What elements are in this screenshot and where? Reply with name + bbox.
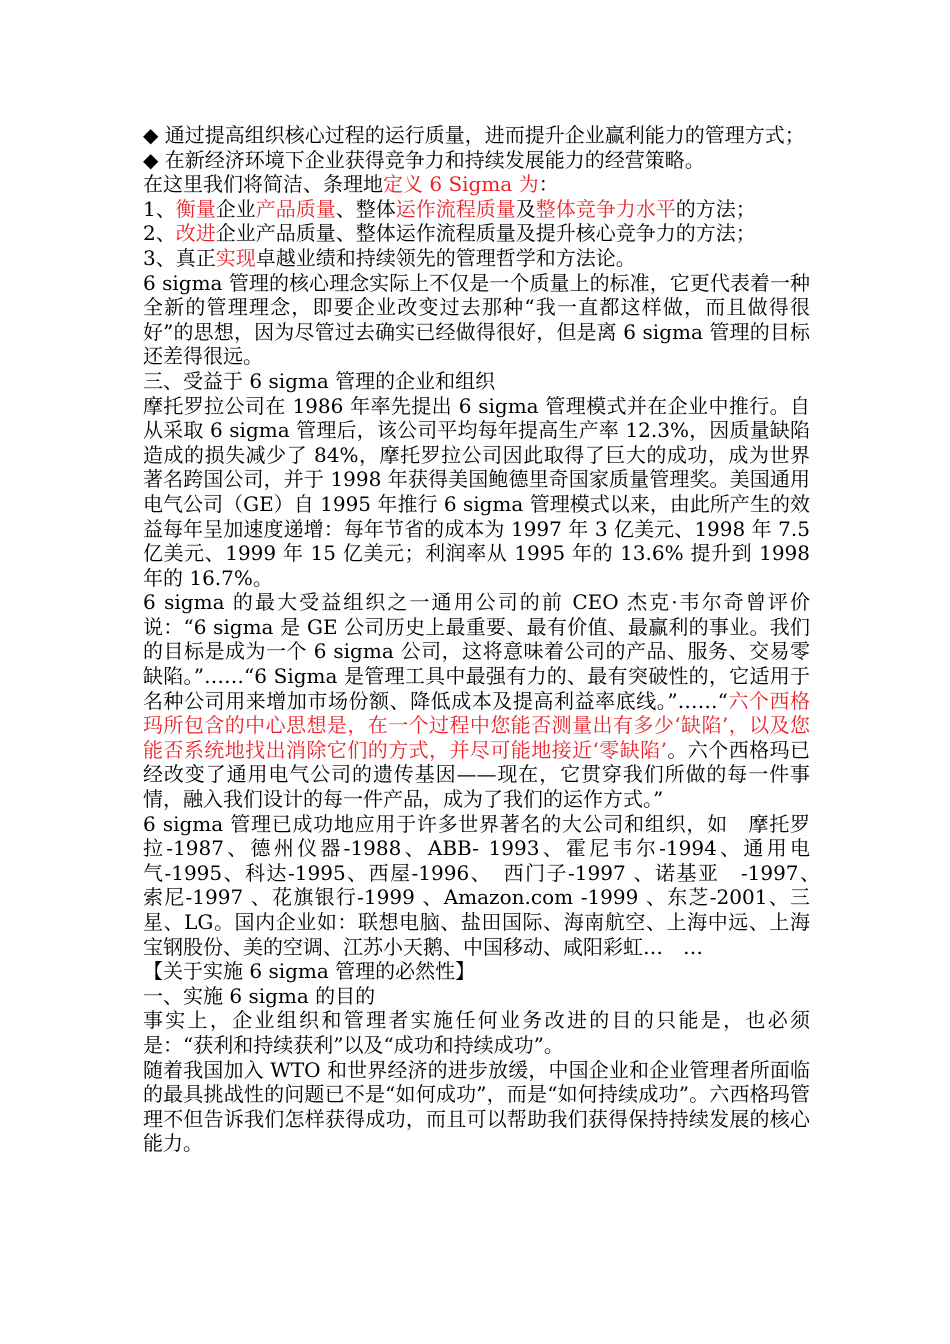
- text-run: 、整体: [335, 196, 396, 221]
- text-run: 及: [515, 196, 536, 221]
- text-run: 2、: [143, 221, 176, 246]
- text-run: 3、真正: [143, 245, 216, 270]
- highlighted-text: 定义 6 Sigma 为: [383, 172, 539, 197]
- highlighted-text: 运作流程质量: [395, 196, 516, 221]
- definition-item-1: [143, 197, 810, 222]
- core-concept-paragraph: 6 sigma 管理的核心理念实际上不仅是一个质量上的标准，它更代表着一种全新的管理理念，即要企业改变过去那种“我一直都这样做，而且做得很好”的思想，因为尽管过去确实已经做得很好，但是离 6 sigma 管理的目标还差得很远。: [143, 270, 810, 369]
- text-run: 企业: [215, 196, 256, 221]
- document-page: [143, 123, 830, 1156]
- text-run: ：: [538, 172, 559, 197]
- text-run: 企业产品质量、整体运作流程质量及提升核心竞争力的方法；: [215, 221, 756, 246]
- highlighted-text: 整体竞争力水平: [535, 196, 676, 221]
- bullet-paragraph-1: ◆ 通过提高组织核心过程的运行质量，进而提升企业赢利能力的管理方式；: [143, 123, 805, 147]
- section-heading-necessity: 【关于实施 6 sigma 管理的必然性】: [143, 959, 476, 984]
- companies-paragraph: 6 sigma 管理已成功地应用于许多世界著名的大公司和组织，如 摩托罗拉-1987、德州仪器-1988、ABB- 1993、霍尼韦尔-1994、通用电气-1995、科达-1995、西屋-1996、 西门子-1997 、诺基亚 -1997、 索尼-1997 、花旗银行-1999 、Amazon.com -1999 、东芝-2001、三星、LG。国内企业如：联想电脑、盐田国际、海南航空、上海中远、上海宝钢股份、美的空调、江苏小天鹅、中国移动、咸阳彩虹… …: [143, 811, 830, 959]
- welch-quote-paragraph: [143, 590, 810, 811]
- highlighted-text: 产品质量: [255, 196, 336, 221]
- purpose-paragraph: 事实上，企业组织和管理者实施任何业务改进的目的只能是，也必须是：“获利和持续获利”以及“成功和持续成功”。: [143, 1008, 810, 1057]
- highlighted-text: 衡量: [175, 196, 216, 221]
- highlighted-quote: 六个西格玛所包含的中心思想是，在一个过程中您能否测量出有多少‘缺陷’，以及您能否系统地找出消除它们的方式，并尽可能地接近‘零缺陷’: [143, 688, 811, 762]
- subsection-heading-purpose: 一、实施 6 sigma 的目的: [143, 983, 376, 1008]
- motorola-ge-paragraph: 摩托罗拉公司在 1986 年率先提出 6 sigma 管理模式并在企业中推行。自从采取 6 sigma 管理后，该公司平均每年提高生产率 12.3%，因质量缺陷造成的损失减少了 84%，摩托罗拉公司因此取得了巨大的成功，成为世界著名跨国公司，并于 1998 年获得美国鲍德里奇国家质量管理奖。美国通用电气公司（GE）自 1995 年推行 6 sigma 管理模式以来，由此所产生的效益每年呈加速度递增：每年节省的成本为 1997 年 3 亿美元、1998 年 7.5 亿美元、1999 年 15 亿美元；利润率从 1995 年的 13.6% 提升到 1998 年的 16.7%。: [143, 393, 810, 590]
- definition-item-2: [143, 221, 810, 246]
- text-run: 。六个西格玛已经改变了通用电气公司的遗传基因——现在，它贯穿我们所做的每一件事情，融入我们设计的每一件产品，成为了我们的运作方式。”: [143, 737, 810, 812]
- definition-item-3: [143, 246, 810, 271]
- definition-intro: [143, 172, 810, 197]
- text-run: 1、: [143, 196, 176, 221]
- text-run: 在这里我们将简洁、条理地: [143, 172, 383, 197]
- text-run: 的方法；: [675, 196, 756, 221]
- wto-paragraph: 随着我国加入 WTO 和世界经济的进步放缓，中国企业和企业管理者所面临的最具挑战性的问题已不是“如何成功”，而是“如何持续成功”。六西格玛管理不但告诉我们怎样获得成功，而且可以帮助我们获得保持持续发展的核心能力。: [143, 1057, 810, 1156]
- section-heading-beneficiaries: 三、受益于 6 sigma 管理的企业和组织: [143, 368, 496, 393]
- text-run: 6 sigma 的最大受益组织之一通用公司的前 CEO 杰克·韦尔奇曾评价说：“6 sigma 是 GE 公司历史上最重要、最有价值、最赢利的事业。我们的目标是成为一个 6 sigma 公司，这将意味着公司的产品、服务、交易零缺陷。”……“6 Sigma 是管理工具中最强有力的、最有突破性的，它适用于名种公司用来增加市场份额、降低成本及提高利益率底线。”……“: [143, 590, 810, 713]
- highlighted-text: 实现: [215, 245, 256, 270]
- text-run: 卓越业绩和持续领先的管理哲学和方法论。: [255, 245, 636, 270]
- highlighted-text: 改进: [175, 221, 216, 246]
- bullet-paragraph-2: ◆ 在新经济环境下企业获得竞争力和持续发展能力的经营策略。: [143, 147, 705, 172]
